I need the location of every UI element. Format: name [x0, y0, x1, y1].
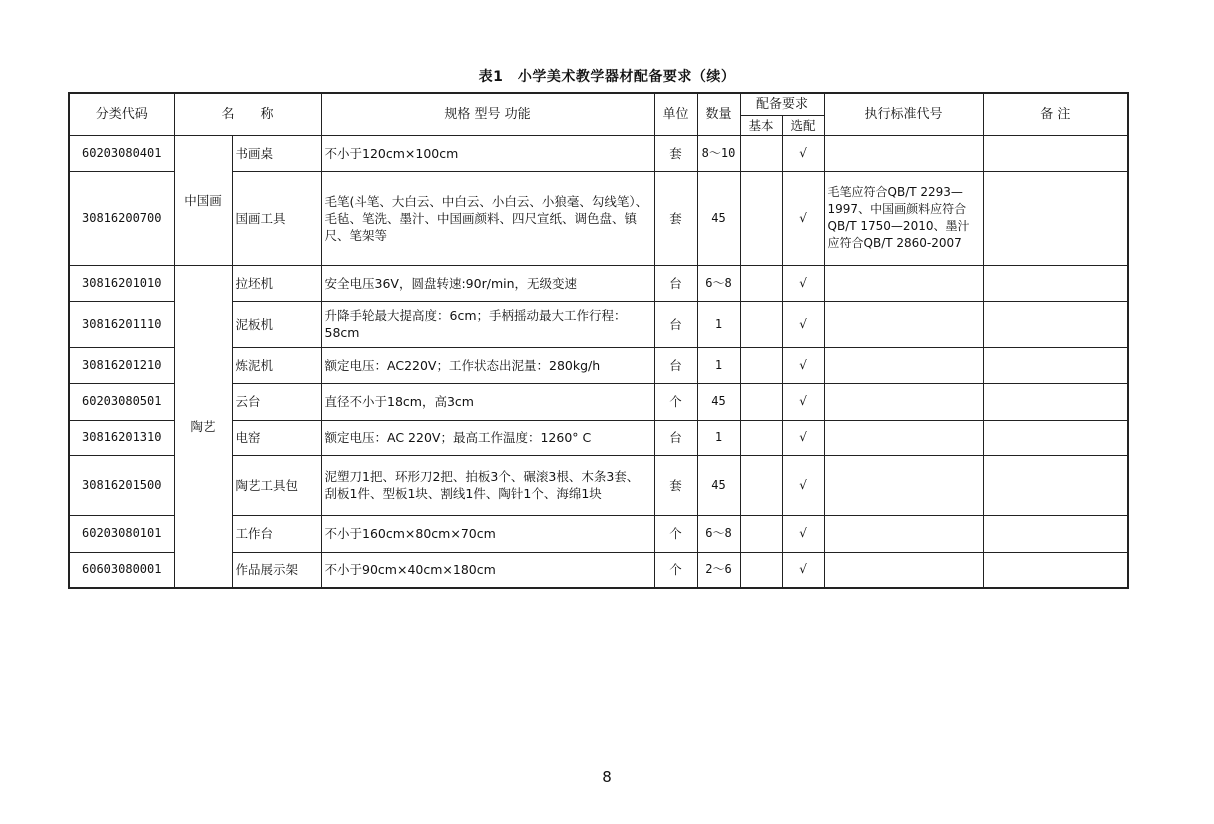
row-name: 国画工具 — [232, 171, 321, 265]
row-unit: 套 — [654, 171, 697, 265]
row-spec: 额定电压：AC 220V；最高工作温度：1260° C — [321, 420, 654, 455]
row-unit: 个 — [654, 515, 697, 552]
row-remarks — [983, 135, 1128, 171]
row-spec: 不小于160cm×80cm×70cm — [321, 515, 654, 552]
row-spec: 额定电压：AC220V；工作状态出泥量：280kg/h — [321, 347, 654, 383]
row-qty: 6～8 — [697, 265, 740, 301]
row-code: 60203080101 — [69, 515, 174, 552]
row-basic — [740, 135, 782, 171]
row-optional: √ — [782, 455, 824, 515]
row-spec: 泥塑刀1把、环形刀2把、拍板3个、碾滚3根、木条3套、刮板1件、型板1块、割线1件、陶针1个、海绵1块 — [321, 455, 654, 515]
category-pottery: 陶艺 — [174, 265, 232, 588]
row-qty: 6～8 — [697, 515, 740, 552]
table-title: 表1 小学美术教学器材配备要求（续） — [478, 69, 736, 85]
row-basic — [740, 301, 782, 347]
row-optional: √ — [782, 347, 824, 383]
row-remarks — [983, 420, 1128, 455]
row-name: 云台 — [232, 383, 321, 420]
row-spec: 升降手轮最大提高度：6cm；手柄摇动最大工作行程：58cm — [321, 301, 654, 347]
row-name: 书画桌 — [232, 135, 321, 171]
header-unit: 单位 — [654, 93, 697, 135]
row-unit: 台 — [654, 301, 697, 347]
row-qty: 45 — [697, 171, 740, 265]
row-name: 泥板机 — [232, 301, 321, 347]
row-optional: √ — [782, 265, 824, 301]
header-qty: 数量 — [697, 93, 740, 135]
row-standard — [824, 552, 983, 588]
row-standard — [824, 135, 983, 171]
row-basic — [740, 515, 782, 552]
row-qty: 45 — [697, 455, 740, 515]
row-unit: 套 — [654, 455, 697, 515]
row-name: 拉坯机 — [232, 265, 321, 301]
header-spec: 规格 型号 功能 — [321, 93, 654, 135]
header-basic: 基本 — [740, 115, 782, 135]
row-qty: 45 — [697, 383, 740, 420]
row-remarks — [983, 552, 1128, 588]
row-basic — [740, 420, 782, 455]
category-chinese-painting: 中国画 — [174, 135, 232, 265]
row-unit: 台 — [654, 265, 697, 301]
row-basic — [740, 383, 782, 420]
row-basic — [740, 265, 782, 301]
row-code: 30816201310 — [69, 420, 174, 455]
row-remarks — [983, 171, 1128, 265]
header-optional: 选配 — [782, 115, 824, 135]
row-optional: √ — [782, 171, 824, 265]
row-unit: 个 — [654, 552, 697, 588]
row-standard — [824, 301, 983, 347]
row-code: 60203080501 — [69, 383, 174, 420]
header-remarks: 备 注 — [983, 93, 1128, 135]
row-name: 作品展示架 — [232, 552, 321, 588]
table-row — [69, 265, 1128, 301]
header-config: 配备要求 — [740, 93, 824, 115]
row-code: 30816201500 — [69, 455, 174, 515]
row-standard — [824, 515, 983, 552]
row-basic — [740, 347, 782, 383]
row-name: 工作台 — [232, 515, 321, 552]
row-spec: 毛笔(斗笔、大白云、中白云、小白云、小狼毫、勾线笔）、毛毡、笔洗、墨汁、中国画颜料、四尺宣纸、调色盘、镇尺、笔架等 — [321, 171, 654, 265]
row-code: 30816201110 — [69, 301, 174, 347]
row-name: 炼泥机 — [232, 347, 321, 383]
row-code: 30816200700 — [69, 171, 174, 265]
row-standard — [824, 383, 983, 420]
row-remarks — [983, 265, 1128, 301]
row-remarks — [983, 383, 1128, 420]
row-code: 60203080401 — [69, 135, 174, 171]
row-name: 电窑 — [232, 420, 321, 455]
row-standard — [824, 455, 983, 515]
row-optional: √ — [782, 515, 824, 552]
row-qty: 1 — [697, 347, 740, 383]
row-name: 陶艺工具包 — [232, 455, 321, 515]
row-basic — [740, 455, 782, 515]
equipment-table — [68, 92, 1129, 589]
header-name: 名 称 — [174, 93, 321, 135]
row-remarks — [983, 347, 1128, 383]
row-code: 30816201010 — [69, 265, 174, 301]
row-remarks — [983, 455, 1128, 515]
row-qty: 1 — [697, 420, 740, 455]
row-spec: 直径不小于18cm，高3cm — [321, 383, 654, 420]
row-spec: 不小于120cm×100cm — [321, 135, 654, 171]
row-unit: 套 — [654, 135, 697, 171]
row-unit: 台 — [654, 420, 697, 455]
table-row — [69, 135, 1128, 171]
row-code: 60603080001 — [69, 552, 174, 588]
row-optional: √ — [782, 301, 824, 347]
row-spec: 安全电压36V，圆盘转速:90r/min，无级变速 — [321, 265, 654, 301]
row-standard — [824, 420, 983, 455]
header-code: 分类代码 — [69, 93, 174, 135]
row-code: 30816201210 — [69, 347, 174, 383]
row-qty: 8～10 — [697, 135, 740, 171]
row-qty: 2～6 — [697, 552, 740, 588]
row-optional: √ — [782, 135, 824, 171]
row-standard — [824, 347, 983, 383]
header-standard: 执行标准代号 — [824, 93, 983, 135]
row-standard: 毛笔应符合QB/T 2293—1997、中国画颜料应符合QB/T 1750—2010、墨汁应符合QB/T 2860-2007 — [824, 171, 983, 265]
row-unit: 个 — [654, 383, 697, 420]
row-remarks — [983, 515, 1128, 552]
row-unit: 台 — [654, 347, 697, 383]
page-number: 8 — [602, 768, 612, 786]
row-optional: √ — [782, 383, 824, 420]
row-optional: √ — [782, 552, 824, 588]
row-remarks — [983, 301, 1128, 347]
row-qty: 1 — [697, 301, 740, 347]
row-spec: 不小于90cm×40cm×180cm — [321, 552, 654, 588]
row-basic — [740, 171, 782, 265]
row-standard — [824, 265, 983, 301]
row-optional: √ — [782, 420, 824, 455]
row-basic — [740, 552, 782, 588]
